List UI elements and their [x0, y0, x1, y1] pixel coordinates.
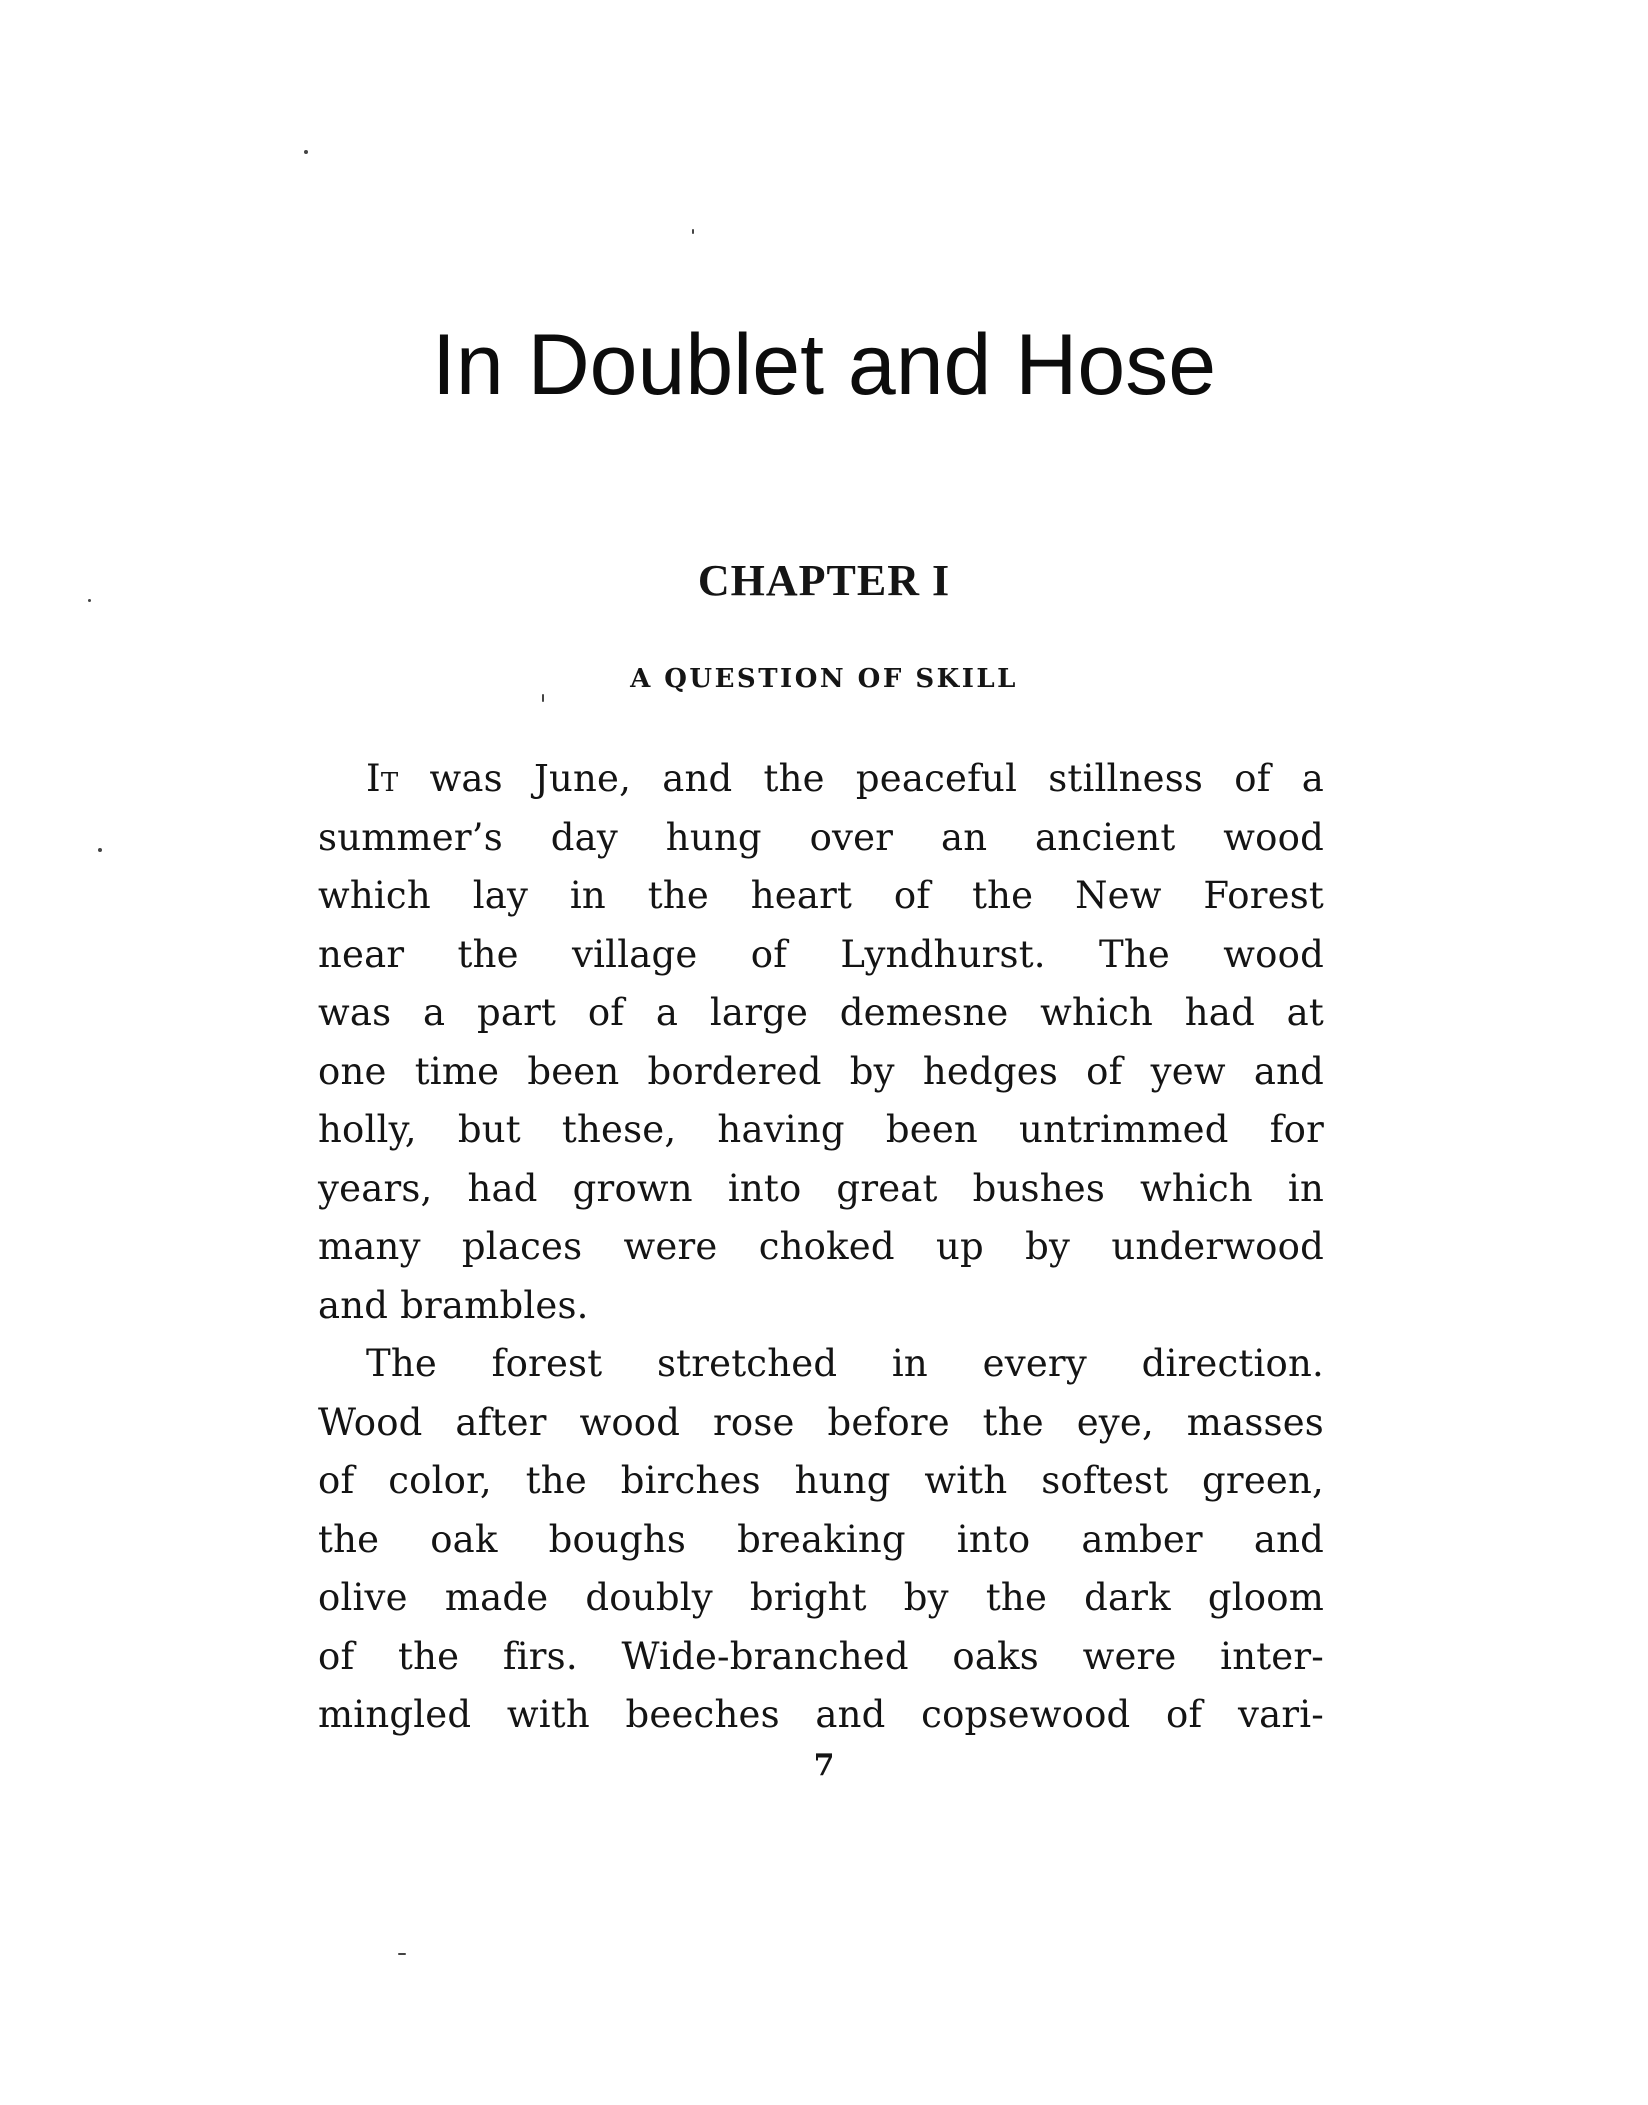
text-line: Wood after wood rose before the eye, masses: [318, 1400, 1324, 1444]
text-line: which lay in the heart of the New Forest: [318, 874, 1324, 917]
scan-speck: [98, 848, 102, 852]
paragraph: [318, 1335, 1324, 1745]
text-line: mingled with beeches and copsewood of vari-: [318, 1693, 1324, 1736]
paragraph: [318, 750, 1324, 1335]
text-line: was a part of a large demesne which had at: [318, 991, 1324, 1034]
text-line: and brambles.: [318, 1283, 589, 1327]
text-line: summer’s day hung over an ancient wood: [318, 815, 1324, 859]
book-title: In Doublet and Hose: [431, 317, 1217, 413]
page-number: 7: [813, 1748, 835, 1783]
text-line: years, had grown into great bushes which in: [318, 1166, 1324, 1210]
text-line: The forest stretched in every direction.: [366, 1342, 1324, 1385]
text-line: of the firs. Wide-branched oaks were inter-: [318, 1634, 1324, 1678]
text-line: of color, the birches hung with softest green,: [318, 1459, 1324, 1502]
text-line: olive made doubly bright by the dark gloom: [318, 1576, 1324, 1619]
scan-speck: [542, 694, 544, 702]
body-text: [318, 750, 1324, 1745]
small-caps-lead: It: [366, 757, 399, 800]
line-rest: was June, and the peaceful stillness of a: [398, 757, 1324, 800]
text-line: [318, 750, 1324, 809]
text-line: one time been bordered by hedges of yew and: [318, 1049, 1324, 1093]
text-line: the oak boughs breaking into amber and: [318, 1517, 1324, 1561]
scan-speck: [398, 1953, 406, 1955]
chapter-heading: CHAPTER I: [697, 556, 951, 605]
chapter-subtitle: A QUESTION OF SKILL: [630, 664, 1018, 694]
text-line: near the village of Lyndhurst. The wood: [318, 932, 1324, 976]
text-line: holly, but these, having been untrimmed for: [318, 1108, 1324, 1151]
scan-speck: [692, 229, 694, 234]
scan-speck: [304, 150, 308, 154]
text-line: many places were choked up by underwood: [318, 1225, 1324, 1268]
